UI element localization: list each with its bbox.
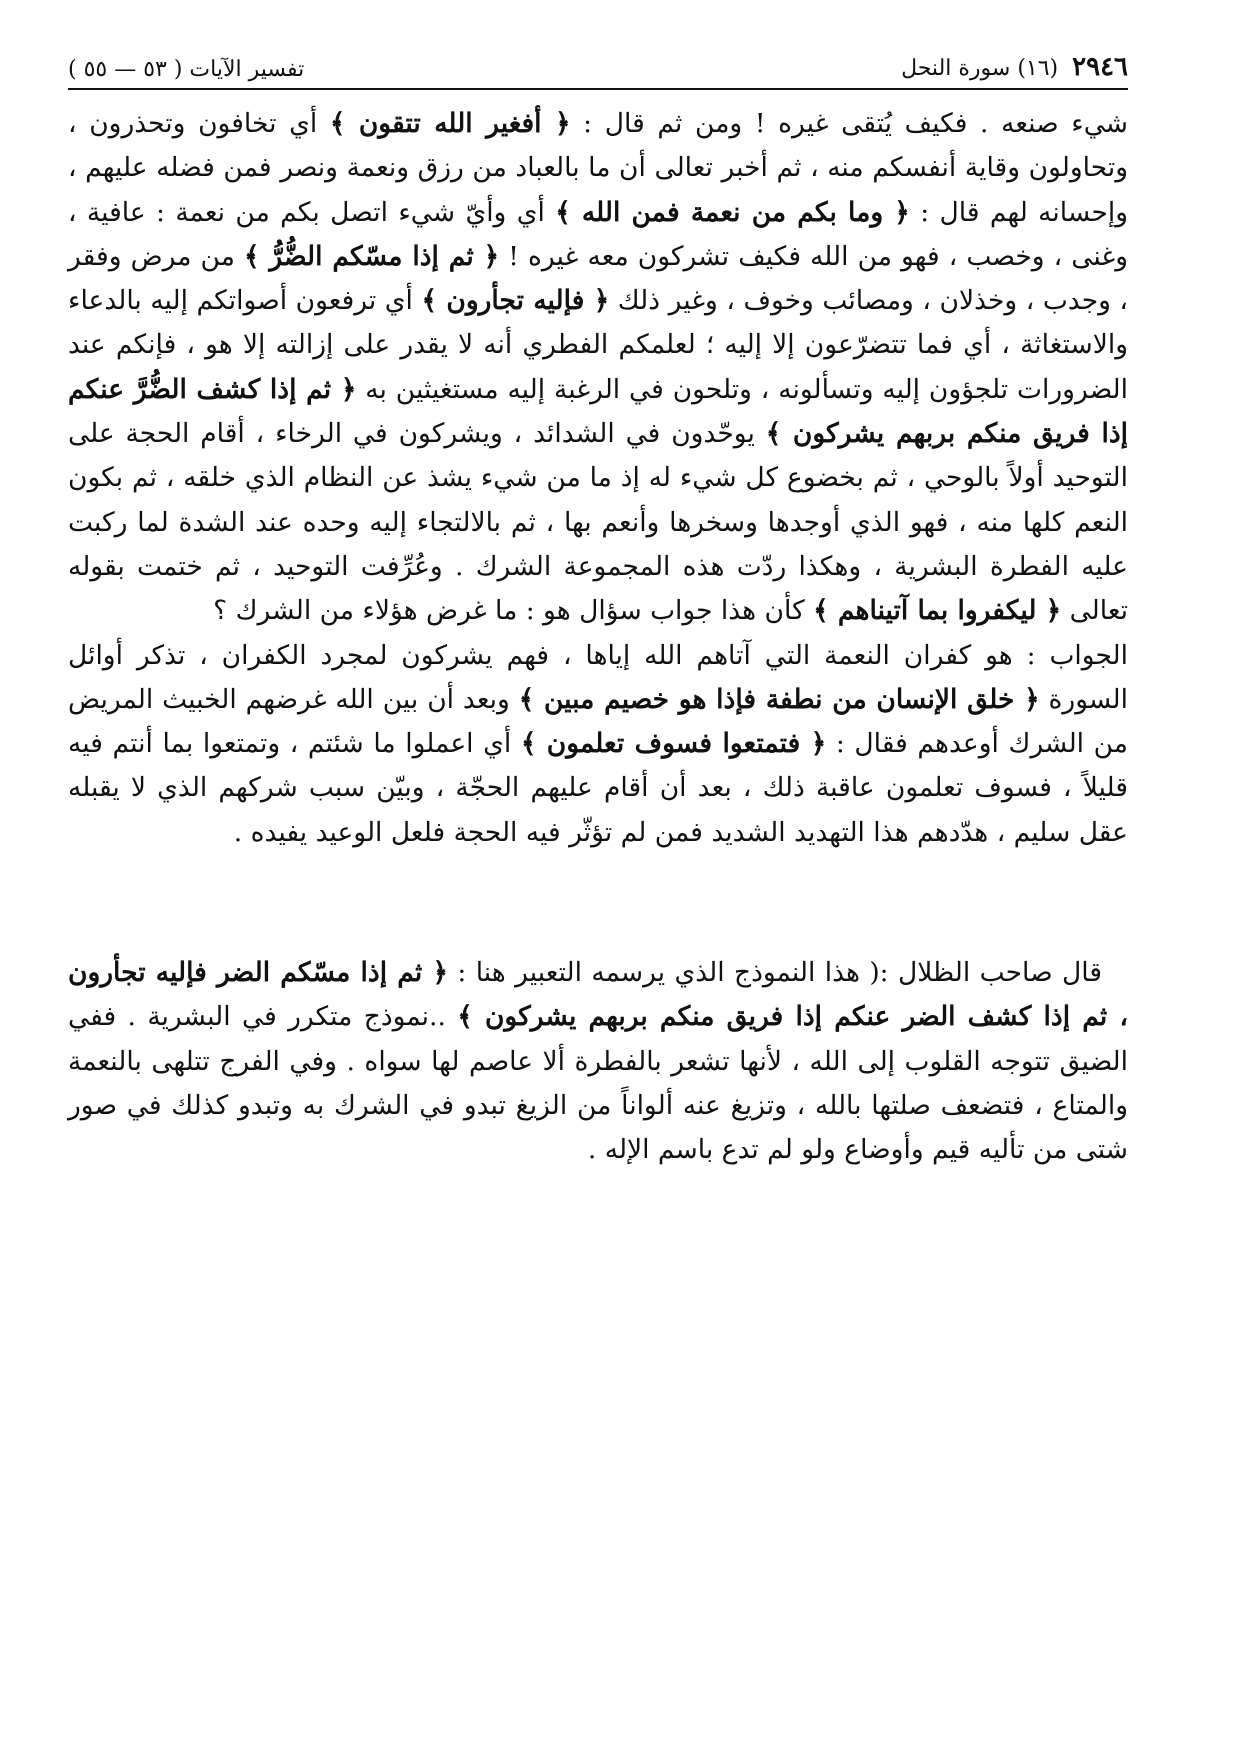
commentary-text: أي اعملوا ما شئتم ، وتمتعوا بما أنتم فيه قليلاً ، فسوف تعلمون عاقبة ذلك ، بعد أن أقام عليهم الحجّة ، وبيّن سبب شركهم الذي لا يقبله عقل سليم ، هدّدهم هذا التهديد الشديد فمن لم تؤثّر فيه الحجة فلعل الوعيد يفيده . bbox=[68, 728, 1128, 848]
surah-title: (١٦) سورة النحل bbox=[901, 56, 1059, 81]
quran-verse: ﴿ أفغير الله تتقون ﴾ bbox=[329, 108, 571, 139]
page-header bbox=[68, 40, 1128, 82]
zilal-quote-block bbox=[68, 951, 1128, 1172]
commentary-text: قال صاحب الظلال :( هذا النموذج الذي يرسمه التعبير هنا : bbox=[448, 957, 1102, 989]
paragraph bbox=[68, 102, 1128, 634]
quran-verse: ﴿ خلق الإنسان من نطفة فإذا هو خصيم مبين ﴾ bbox=[518, 683, 1040, 715]
commentary-text: كأن هذا جواب سؤال هو : ما غرض هؤلاء من الشرك ؟ bbox=[213, 595, 814, 627]
commentary-text: أي وأيّ شيء اتصل بكم من نعمة : عافية ، وغنى ، وخصب ، فهو من الله فكيف تشركون معه غيره ! bbox=[68, 196, 1129, 272]
quran-verse: ﴿ ليكفروا بما آتيناهم ﴾ bbox=[813, 595, 1062, 627]
commentary-text: وبعد أن بين الله غرضهم الخبيث المريض من الشرك أوعدهم فقال : bbox=[68, 683, 1128, 760]
quran-verse: ﴿ ثم إذا كشف الضُّرَّ عنكم إذا فريق منكم بربهم يشركون ﴾ bbox=[68, 373, 1128, 450]
commentary-text: ..نموذج متكرر في البشرية . ففي الضيق تتوجه القلوب إلى الله ، لأنها تشعر بالفطرة ألا عاصم لها سواه . وفي الفرج تتلهى بالنعمة والمتاع ، فتضعف صلتها بالله ، وتزيغ عنه ألواناً من الزيغ تبدو في الشرك به وتبدو كذلك في صور شتى من تأليه قيم وأوضاع ولو لم تدع باسم الإله . bbox=[68, 1001, 1128, 1166]
header-right bbox=[901, 52, 1128, 82]
zilal-quote bbox=[68, 951, 1128, 1172]
section-title: تفسير الآيات ( ٥٣ — ٥٥ ) bbox=[68, 57, 305, 82]
paragraph bbox=[68, 634, 1128, 855]
commentary-text: الجواب : هو كفران النعمة التي آتاهم الله إياها ، فهم يشركون لمجرد الكفران ، تذكر أوائل السورة bbox=[68, 639, 1128, 715]
document-page bbox=[68, 40, 1128, 1173]
quran-verse: ﴿ ثم إذا مسّكم الضر فإليه تجأرون ، ثم إذا كشف الضر عنكم إذا فريق منكم بربهم يشركون ﴾ bbox=[68, 957, 1128, 1033]
quran-verse: ﴿ فإليه تجأرون ﴾ bbox=[421, 285, 610, 317]
commentary-text: أي ترفعون أصواتكم إليه بالدعاء والاستغاثة ، أي فما تتضرّعون إلا إليه ؛ لعلمكم الفطري أنه لا يقدر على إزالته إلا هو ، فإنكم عند الضرورات تلجؤون إليه وتسألونه ، وتلحون في الرغبة إليه مستغيثين به bbox=[68, 285, 1128, 405]
page-number: ٢٩٤٦ bbox=[1072, 52, 1128, 82]
commentary-text: يوحّدون في الشدائد ، ويشركون في الرخاء ، أقام الحجة على التوحيد أولاً بالوحي ، ثم بخضوع كل شيء له إذ ما من شيء يشذ عن النظام الذي خلقه ، ثم بكون النعم كلها منه ، فهو الذي أوجدها وسخرها وأنعم بها ، ثم بالالتجاء إليه وحده عند الشدة لما ركبت عليه الفطرة البشرية ، وهكذا ردّت هذه المجموعة الشرك . وعُرِّفت التوحيد ، ثم ختمت بقوله تعالى bbox=[68, 418, 1128, 627]
quran-verse: ﴿ وما بكم من نعمة فمن الله ﴾ bbox=[555, 196, 910, 228]
quran-verse: ﴿ فتمتعوا فسوف تعلمون ﴾ bbox=[520, 728, 827, 760]
tafsir-body bbox=[68, 102, 1128, 855]
commentary-text: أي تخافون وتحذرون ، وتحاولون وقاية أنفسكم منه ، ثم أخبر تعالى أن ما بالعباد من رزق ونعمة ونصر فمن فضله عليهم ، وإحسانه لهم قال : bbox=[68, 108, 1128, 228]
quran-verse: ﴿ ثم إذا مسّكم الضُّرُّ ﴾ bbox=[244, 240, 500, 272]
commentary-text: شيء صنعه . فكيف يُتقى غيره ! ومن ثم قال : bbox=[570, 108, 1128, 139]
header-rule bbox=[68, 88, 1128, 90]
commentary-text: من مرض وفقر ، وجدب ، وخذلان ، ومصائب وخوف ، وغير ذلك bbox=[68, 240, 1128, 317]
